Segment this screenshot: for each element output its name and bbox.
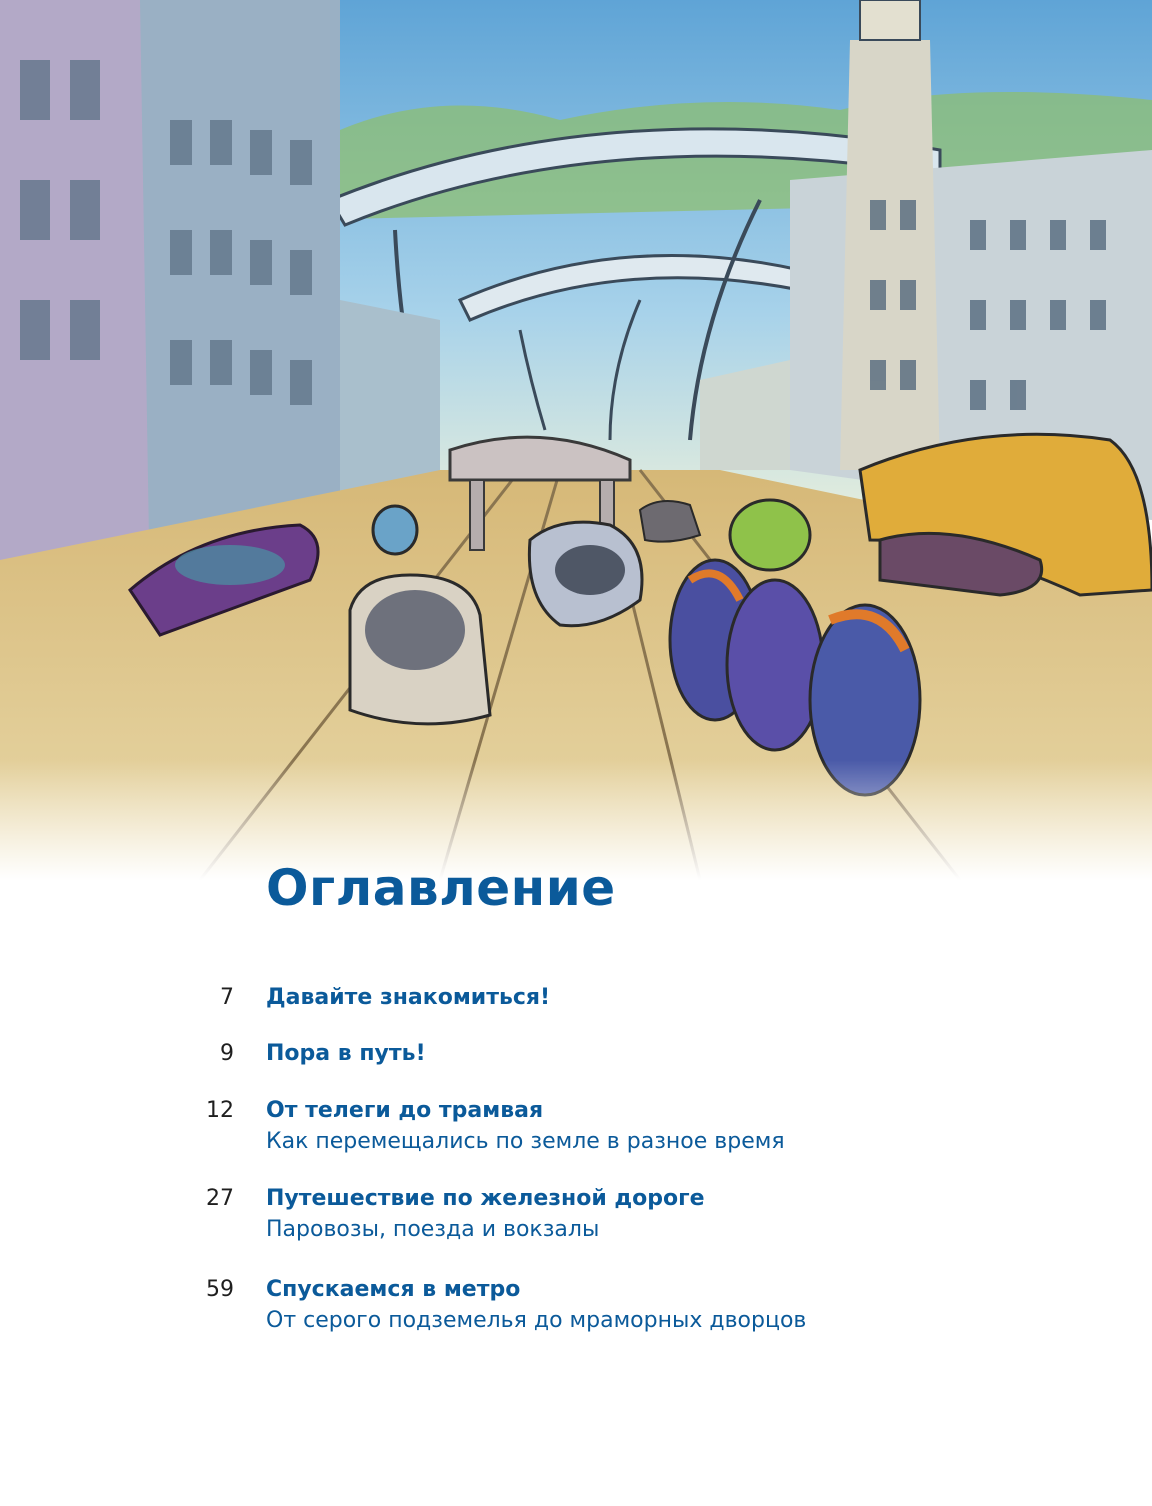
small-car (640, 501, 700, 542)
toc-chapter-title[interactable]: От телеги до трамвая (266, 1098, 544, 1123)
rider-helmet (373, 506, 417, 554)
toc-page-number: 12 (206, 1098, 234, 1123)
toc-page-number: 9 (220, 1041, 234, 1066)
toc-chapter-subtitle: Как перемещались по земле в разное время (266, 1129, 785, 1154)
toc-chapter-title[interactable]: Давайте знакомиться! (266, 985, 551, 1010)
toc-chapter-title[interactable]: Спускаемся в метро (266, 1277, 521, 1302)
toc-page-number: 59 (206, 1277, 234, 1302)
toc-page-number: 7 (220, 985, 234, 1010)
toc-chapter-title[interactable]: Пора в путь! (266, 1041, 426, 1066)
toc-chapter-title[interactable]: Путешествие по железной дороге (266, 1186, 705, 1211)
toc-chapter-subtitle: Паровозы, поезда и вокзалы (266, 1217, 600, 1242)
toc-chapter-subtitle: От серого подземелья до мраморных дворцов (266, 1308, 807, 1333)
toc-page-number: 27 (206, 1186, 234, 1211)
page-title: Оглавление (266, 859, 616, 917)
tower (840, 40, 940, 470)
